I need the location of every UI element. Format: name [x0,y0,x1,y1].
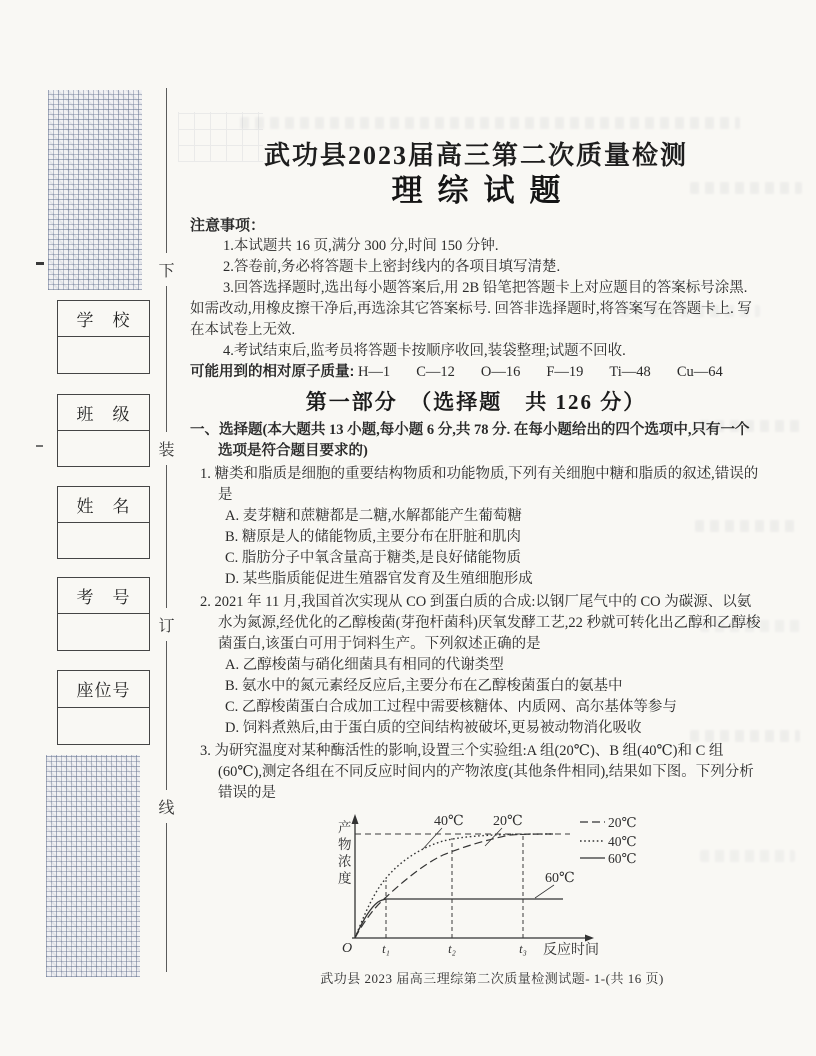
atomic-mass-Ti: Ti—48 [609,364,651,380]
field-box-seat-number [57,670,150,745]
annotation-20c: 20℃ [493,814,523,829]
binding-line [166,88,167,972]
field-value-exam-number [58,614,149,650]
y-axis-arrow-icon [352,814,359,824]
x-tick-t1: t₁ [382,942,390,956]
question-1-option-c: C. 脂肪分子中氧含量高于糖类,是良好储能物质 [225,550,522,566]
field-box-exam-number [57,577,150,651]
exam-subtitle: 理综试题 [391,173,576,208]
binding-mark-zhuang: 装 [158,432,175,465]
x-axis-arrow-icon [585,935,594,942]
field-box-class [57,394,150,467]
atomic-mass-F: F—19 [546,364,584,380]
curve-60c [355,899,563,938]
binding-mark-ding: 订 [158,608,175,641]
security-pattern-block-top [48,90,142,290]
field-label-school: 学 校 [58,301,149,337]
page-title: 武功县2023届高三第二次质量检测 [263,141,688,170]
question-2-stem: 2. 2021 年 11 月,我国首次实现从 CO 到蛋白质的合成:以钢厂尾气中的 CO 为碳源、以氨水为氮源,经优化的乙醇梭菌(芽孢杆菌科)厌氧发酵工艺,22 秒就可转化出乙醇和乙醇梭菌蛋白,该蛋白可用于饲料生产。下列叙述正确的是 [200,594,761,652]
notice-item-3: 3.回答选择题时,选出每小题答案后,用 2B 铅笔把答题卡上对应题目的答案标号涂黑. 如需改动,用橡皮擦干净后,再选涂其它答案标号. 回答非选择题时,将答案写在答题卡上. 写在本试卷上无效. [190,280,752,338]
y-axis-label-char: 浓 [338,854,352,869]
atomic-mass-O: O—16 [480,364,521,380]
notice-item-2: 2.答卷前,务必将答题卡上密封线内的各项目填写清楚. [223,259,561,275]
question-3 [190,741,762,804]
x-tick-t2: t₂ [448,942,456,956]
field-value-name [58,523,149,559]
field-label-class: 班 级 [58,395,149,431]
y-axis-label-char: 产 [338,820,352,835]
field-box-name [57,486,150,559]
notice-heading: 注意事项： [190,217,266,234]
security-pattern-block-bottom [46,755,140,977]
enzyme-activity-chart [330,810,675,962]
chart-legend [580,815,637,866]
origin-label: O [342,941,353,956]
atomic-mass-label: 可能用到的相对原子质量: [190,364,355,380]
field-value-seat-number [58,708,149,745]
field-label-exam-number: 考 号 [58,578,149,614]
question-2-option-b: B. 氨水中的氮元素经反应后,主要分布在乙醇梭菌蛋白的氨基中 [225,678,623,694]
binding-mark-xia: 下 [158,253,175,286]
field-value-class [58,431,149,467]
atomic-mass-H: H—1 [357,364,391,380]
question-1-stem: 1. 糖类和脂质是细胞的重要结构物质和功能物质,下列有关细胞中糖和脂质的叙述,错误的是 [200,466,759,503]
bleed-through-mark [240,117,740,129]
question-1-option-b: B. 糖原是人的储能物质,主要分布在肝脏和肌肉 [225,529,522,545]
question-2-option-d: D. 饲料煮熟后,由于蛋白质的空间结构被破坏,更易被动物消化吸收 [225,720,642,736]
binding-mark-xian: 线 [158,790,175,823]
main-content [190,140,762,989]
x-axis-label: 反应时间 [543,943,599,958]
notice-item-4: 4.考试结束后,监考员将答题卡按顺序收回,装袋整理;试题不回收. [223,343,626,359]
notice-item-1: 1.本试题共 16 页,满分 300 分,时间 150 分钟. [223,238,499,254]
leader-60c [535,885,554,898]
leader-40c [422,828,442,850]
question-2 [190,592,762,739]
question-1-option-d: D. 某些脂质能促进生殖器官发育及生殖细胞形成 [225,571,533,587]
legend-label-60c: 60℃ [608,851,637,866]
section-heading: 第一部分 （选择题 共 126 分） [305,390,647,414]
field-value-school [58,337,149,373]
page-edge-tick [36,262,44,265]
question-1 [190,464,762,590]
question-2-option-a: A. 乙醇梭菌与硝化细菌具有相同的代谢类型 [225,657,504,673]
atomic-mass-line [190,362,762,383]
field-box-school [57,300,150,374]
question-2-option-c: C. 乙醇梭菌蛋白合成加工过程中需要核糖体、内质网、高尔基体等参与 [225,699,677,715]
question-3-stem: 3. 为研究温度对某种酶活性的影响,设置三个实验组:A 组(20℃)、B 组(40℃)和 C 组(60℃),测定各组在不同反应时间内的产物浓度(其他条件相同),结果如下图。下列分析错误的是 [200,743,754,801]
field-label-name: 姓 名 [58,487,149,523]
atomic-mass-C: C—12 [416,364,455,380]
y-axis-label-char: 物 [338,837,352,852]
legend-label-40c: 40℃ [608,834,637,849]
page-edge-tick [36,445,43,447]
multiple-choice-intro: 一、选择题(本大题共 13 小题,每小题 6 分,共 78 分. 在每小题给出的四个选项中,只有一个选项是符合题目要求的) [190,422,750,459]
chart-svg [330,810,675,962]
field-label-seat-number: 座位号 [58,671,149,708]
atomic-mass-Cu: Cu—64 [676,364,723,380]
annotation-40c: 40℃ [434,814,464,829]
footer-page-label: 武功县 2023 届高三理综第二次质量检测试题- 1-(共 16 页) [320,971,664,986]
x-tick-t3: t₃ [519,942,527,956]
y-axis-label-char: 度 [338,871,352,886]
question-1-option-a: A. 麦芽糖和蔗糖都是二糖,水解都能产生葡萄糖 [225,508,522,524]
legend-label-20c: 20℃ [608,815,637,830]
annotation-60c: 60℃ [545,871,575,886]
